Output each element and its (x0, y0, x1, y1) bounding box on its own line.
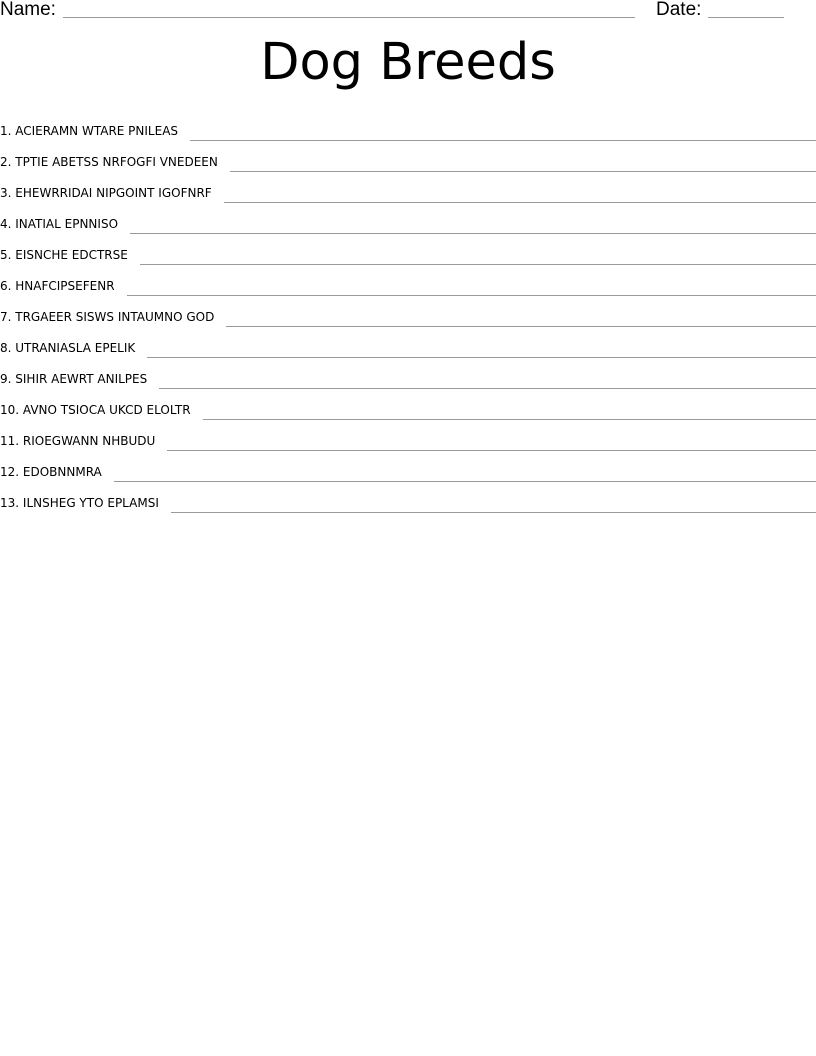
answer-line (167, 450, 816, 451)
answer-line (147, 357, 816, 358)
list-item (0, 358, 816, 389)
date-label: Date: (656, 0, 702, 20)
list-item (0, 141, 816, 172)
list-item (0, 172, 816, 203)
list-item (0, 110, 816, 141)
answer-line (159, 388, 816, 389)
answer-line (203, 419, 816, 420)
page-title: Dog Breeds (260, 33, 556, 92)
scrambled-word: 11. RIOEGWANN NHBUDU (0, 434, 156, 448)
list-item (0, 265, 816, 296)
scrambled-word: 5. EISNCHE EDCTRSE (0, 248, 128, 262)
name-label: Name: (0, 0, 56, 20)
answer-line (127, 295, 816, 296)
answer-line (190, 140, 816, 141)
scrambled-word: 13. ILNSHEG YTO EPLAMSI (0, 496, 159, 510)
list-item (0, 389, 816, 420)
answer-line (140, 264, 816, 265)
answer-line (230, 171, 816, 172)
list-item (0, 420, 816, 451)
list-item (0, 234, 816, 265)
scrambled-word: 9. SIHIR AEWRT ANILPES (0, 372, 148, 386)
list-item (0, 327, 816, 358)
scrambled-word: 10. AVNO TSIOCA UKCD ELOLTR (0, 403, 191, 417)
answer-line (130, 233, 816, 234)
answer-line (114, 481, 816, 482)
list-item (0, 203, 816, 234)
scrambled-word: 8. UTRANIASLA EPELIK (0, 341, 136, 355)
name-answer-line (63, 17, 635, 18)
scrambled-word: 3. EHEWRRIDAI NIPGOINT IGOFNRF (0, 186, 212, 200)
scrambled-word: 1. ACIERAMN WTARE PNILEAS (0, 124, 179, 138)
answer-line (224, 202, 816, 203)
scrambled-word: 4. INATIAL EPNNISO (0, 217, 119, 231)
scrambled-word: 12. EDOBNNMRA (0, 465, 102, 479)
answer-line (171, 512, 816, 513)
scrambled-word: 2. TPTIE ABETSS NRFOGFI VNEDEEN (0, 155, 218, 169)
worksheet-header (0, 0, 816, 26)
list-item (0, 296, 816, 327)
scramble-list (0, 110, 816, 513)
scrambled-word: 6. HNAFCIPSEFENR (0, 279, 115, 293)
list-item (0, 482, 816, 513)
scrambled-word: 7. TRGAEER SISWS INTAUMNO GOD (0, 310, 215, 324)
date-answer-line (708, 17, 784, 18)
answer-line (226, 326, 816, 327)
list-item (0, 451, 816, 482)
